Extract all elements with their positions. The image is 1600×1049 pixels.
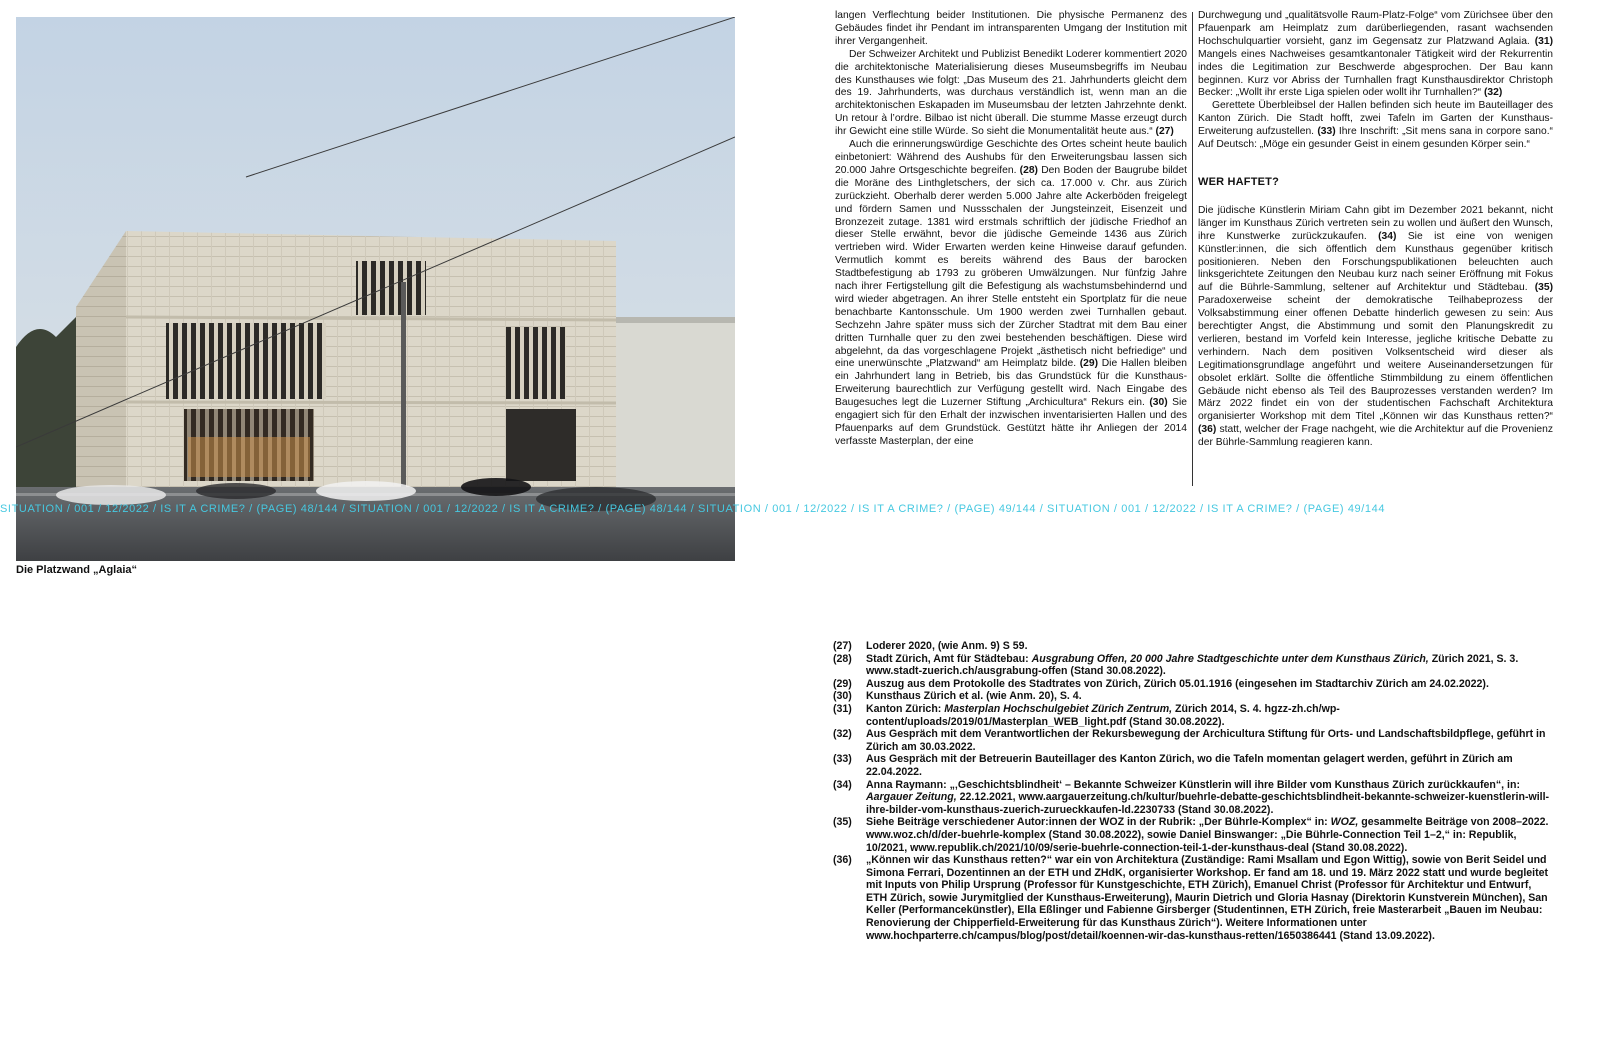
footnote-ref: (31) <box>1534 35 1553 47</box>
footnote <box>833 678 1553 691</box>
footnote-text: Kunsthaus Zürich et al. (wie Anm. 20), S. 4. <box>866 690 1082 703</box>
footnote-ref: (33) <box>1317 126 1336 138</box>
paragraph-text: Die jüdische Künstlerin Miriam Cahn gibt im Dezember 2021 bekannt, nicht länger im Kunsthaus Zürich vertreten sein zu wollen und äußert den Wunsch, ihre Kunstwerke zurückzukaufen. <box>1198 204 1553 242</box>
photo-caption: Die Platzwand „Aglaia“ <box>16 564 138 576</box>
paragraph <box>1198 205 1553 450</box>
paragraph-text: statt, welcher der Frage nachgeht, wie die Architektur auf die Provenienz der Bührle-Sammlung reagieren kann. <box>1198 424 1553 449</box>
footnote <box>833 753 1553 778</box>
footnotes <box>833 640 1553 942</box>
paragraph <box>1198 100 1553 152</box>
column-divider <box>1192 12 1193 486</box>
paragraph-text: Mangels eines Nachweises gesamtkantonaler Tätigkeit wird der Rekurrentin indes die Legitimation zur Beschwerde abgesprochen. Der Bau kann beginnen. Kurz vor Abriss der Turnhallen fragt Kunsthausdirektor Christoph Becker: „Wollt ihr erste Liga spielen oder wollt ihr Turnhallen?“ <box>1198 48 1553 99</box>
text-column-left <box>835 10 1187 449</box>
paragraph <box>835 139 1187 449</box>
footnote-number: (34) <box>833 778 852 791</box>
building-photo <box>16 17 735 561</box>
footnote-number: (30) <box>833 690 852 703</box>
footnote <box>833 816 1553 854</box>
footnote-text: Auszug aus dem Protokolle des Stadtrates von Zürich, Zürich 05.01.1916 (eingesehen im Stadtarchiv Zürich am 24.02.2022). <box>866 677 1489 690</box>
footnote-ref: (27) <box>1155 126 1174 138</box>
footnote-ref: (36) <box>1198 424 1217 436</box>
footnote-text: „Können wir das Kunsthaus retten?“ war ein von Architektura (Zuständige: Rami Msallam und Egon Wittig), sowie von Berit Seidel und Simona Ferrari, Dozentinnen an der ETH und ZHdK, organisierter Workshop. Er fand am 18. und 19. März 2022 statt und wurde begleitet mit Inputs von Philip Ursprung (Professor für Kunstgeschichte, ETH Zürich), Emanuel Christ (Professor für Architektur und Entwurf, ETH Zürich, sowie Jurymitglied der Kunsthaus-Erweiterung), Maurin Dietrich und Gloria Hasnay (Direktorin Kunstverein München), San Keller (Performancekünstler), Ella Eßlinger und Fabienne Girsberger (Studentinnen, ETH Zürich, freie Masterarbeit „Bauen im Neubau: Renovierung der Chipperfield-Erweiterung für das Kunsthaus Zürich“). Weitere Informationen unter www.hochparterre.ch/campus/blog/post/detail/koennen-wir-das-kunsthaus-retten/1650386441 (Stand 13.09.2022). <box>866 854 1549 942</box>
footnote-text: Siehe Beiträge verschiedener Autor:innen der WOZ in der Rubrik: „Der Bührle-Komplex“ in: WOZ, gesammelte Beiträge von 2008–2022. www.woz.ch/d/der-buehrle-komplex (Stand 30.08.2022), sowie Daniel Binswanger: „Die Bührle-Connection Teil 1–2,“ in: Republik, 10/2021, www.republik.ch/2021/10/09/serie-buehrle-connection-teil-1-der-kunsthaus-deal (Stand 30.08.2022). <box>866 816 1549 854</box>
footnote-number: (33) <box>833 753 852 766</box>
paragraph-text: Ihre Inschrift: „Sit mens sana in corpore sano.“ Auf Deutsch: „Möge ein gesunder Geist in einem gesunden Körper sein.“ <box>1198 126 1553 151</box>
paragraph <box>1198 10 1553 100</box>
text-column-right <box>1198 10 1553 450</box>
paragraph-text: Sie ist eine von wenigen Künstler:innen, die sich öffentlich dem Kunsthaus gegenüber kritisch positionieren. Neben den Forschungspublikationen beleuchten auch linksgerichtete Zeitungen den Neubau kurz nach seiner Eröffnung mit Fokus auf die Bührle-Sammlung, seltener auf Architektur und Städtebau. <box>1198 230 1553 294</box>
paragraph-text: Sie engagiert sich für den Erhalt der inzwischen inventarisierten Hallen und des Pfauenparks auf dem Grundstück. Gestützt hätte ihr Anliegen der 2014 verfasste Masterplan, der eine <box>835 397 1187 447</box>
footnote <box>833 728 1553 753</box>
footnote <box>833 640 1553 653</box>
footnote-number: (32) <box>833 728 852 741</box>
footnote-number: (28) <box>833 652 852 665</box>
footnote <box>833 653 1553 678</box>
footnote-number: (35) <box>833 816 852 829</box>
footnote-ref: (29) <box>1079 358 1099 370</box>
footnote <box>833 690 1553 703</box>
footnote-text: Loderer 2020, (wie Anm. 9) S 59. <box>866 640 1028 652</box>
footnote-ref: (32) <box>1483 87 1503 99</box>
paragraph-text: Gerettete Überbleibsel der Hallen befinden sich heute im Bauteillager des Kanton Zürich. Die Stadt hofft, zwei Tafeln im Garten der Kunsthaus-Erweiterung aufzustellen. <box>1198 100 1553 138</box>
footnote <box>833 854 1553 942</box>
footnote <box>833 779 1553 817</box>
paragraph-text: Auch die erinnerungswürdige Geschichte des Ortes scheint heute baulich einbetoniert: Während des Aushubs für den Erweiterungsbau lassen sich 20.000 Jahre Ortsgeschichte begreifen. <box>835 139 1187 176</box>
footnote-ref: (35) <box>1534 282 1553 294</box>
kunsthaus-illustration <box>16 17 735 561</box>
footnote-number: (36) <box>833 854 852 867</box>
paragraph-text: Durchwegung und „qualitätsvolle Raum-Platz-Folge“ vom Zürichsee über den Pfauenpark am Heimplatz zum darüberliegenden, rasant wachsenden Hochschulquartier vorsieht, ganz im Gegensatz zur Platzwand Aglaia. <box>1198 10 1553 47</box>
paragraph-text: Der Schweizer Architekt und Publizist Benedikt Loderer kommentiert 2020 die architektonische Materialisierung dieses Museumsbegriffs im Neubau des Kunsthauses wie folgt: „Das Museum des 21. Jahrhunderts gleicht dem des 19. Jahrhunderts, was durchaus verständlich ist, wenn man an die architektonischen Eskapaden im Museumsbau der letzten Jahrzehnte denkt. Un retour à l’ordre. Bilbao ist nicht überall. Die stumme Masse erzeugt durch ihr Gewicht eine stille Würde. So sieht die Monumentalität heute aus.“ <box>835 48 1187 138</box>
running-header: SITUATION / 001 / 12/2022 / IS IT A CRIME? / (PAGE) 48/144 / SITUATION / 001 / 12/2022 / IS IT A CRIME? / (PAGE) 48/144 / SITUATION / 001 / 12/2022 / IS IT A CRIME? / (PAGE) 49/144 / SITUATION / 001 / 12/2022 / IS IT A CRIME? / (PAGE) 49/144 <box>0 503 1386 515</box>
footnote-number: (27) <box>833 640 852 652</box>
paragraph-text: Die Hallen bleiben ein Jahrhundert lang in Betrieb, bis das Grundstück für die Kunsthaus-Erweiterung baurechtlich zur Verfügung gestellt wird. Nach Eingabe des Baugesuches legt die Luzerner Stiftung „Archicultura“ Rekurs ein. <box>835 358 1187 409</box>
paragraph <box>835 10 1187 49</box>
footnote-number: (31) <box>833 702 852 715</box>
paragraph-text: Den Boden der Baugrube bildet die Moräne des Linthgletschers, der sich ca. 17.000 v. Chr. aus Zürich zurückzieht. Oberhalb derer werden 5.000 Jahre alte Ackerböden freigelegt und fördern Samen und Nussschalen der Jungsteinzeit, Eisenzeit und Bronzezeit zutage. 1381 wird erstmals schriftlich der jüdische Friedhof an dieser Stelle erwähnt, bevor die jüdische Gemeinde 1436 aus Zürich vertrieben wird. Wider Erwarten werden keine Hinweise darauf gefunden. Vermutlich kommt es bereits während des Baus der barocken Stadtbefestigung ab 1793 zu gröberen Umwälzungen. Nur fünfzig Jahre nach ihrer Fertigstellung gilt die Befestigung als wachstumsbehindernd und wird wieder abgetragen. An ihrer Stelle entsteht ein Sportplatz für die neue benachbarte Kantonsschule. Um 1900 werden zwei Turnhallen gebaut. Sechzehn Jahre später muss sich der Zürcher Stadtrat mit dem Bau einer dritten Turnhalle quer zu den zwei bestehenden beschäftigen. Diese wird abgelehnt, da das vorgeschlagene Projekt „ästhetisch nicht befriedige“ und eine unerwünschte „Platzwand“ am Heimplatz bilde. <box>835 164 1187 370</box>
paragraph <box>835 49 1187 139</box>
footnote-text: Kanton Zürich: Masterplan Hochschulgebiet Zürich Zentrum, Zürich 2014, S. 4. hgzz-zh.ch/wp-content/uploads/2019/01/Masterplan_WEB_light.pdf (Stand 30.08.2022). <box>866 702 1340 728</box>
footnote-text: Aus Gespräch mit dem Verantwortlichen der Rekursbewegung der Archicultura Stiftung für Orts- und Landschaftsbildpflege, geführt in Zürich am 30.03.2022. <box>866 728 1546 753</box>
footnote <box>833 703 1553 728</box>
footnote-text: Stadt Zürich, Amt für Städtebau: Ausgrabung Offen, 20 000 Jahre Stadtgeschichte unter dem Kunsthaus Zürich, Zürich 2021, S. 3. www.stadt-zuerich.ch/ausgrabung-offen (Stand 30.08.2022). <box>866 652 1519 678</box>
footnote-text: Anna Raymann: „‚Geschichtsblindheit‘ – Bekannte Schweizer Künstlerin will ihre Bilder vom Kunsthaus Zürich zurückkaufen“, in: Aargauer Zeitung, 22.12.2021, www.aargauerzeitung.ch/kultur/buehrle-debatte-geschichtsblindheit-bekannte-schweizer-kuenstlerin-will-ihre-bilder-vom-kunsthaus-zuerich-zurueckkaufen-ld.2230733 (Stand 30.08.2022). <box>866 778 1550 816</box>
footnote-number: (29) <box>833 677 852 690</box>
paragraph-text: langen Verflechtung beider Institutionen. Die physische Permanenz des Gebäudes findet ihr Pendant im intransparenten Umgang der Institution mit ihrer Vergangenheit. <box>835 10 1187 47</box>
footnote-ref: (34) <box>1378 230 1397 242</box>
footnote-ref: (30) <box>1149 397 1168 409</box>
footnote-text: Aus Gespräch mit der Betreuerin Bauteillager des Kanton Zürich, wo die Tafeln momentan gelagert werden, geführt in Zürich am 22.04.2022. <box>866 753 1513 778</box>
section-heading: WER HAFTET? <box>1198 175 1280 188</box>
paragraph-text: Paradoxerweise scheint der demokratische Teilhabeprozess der Volksabstimmung einer offenen Debatte hinderlich gewesen zu sein: Aus berechtigter Angst, die Abstimmung und somit den Planungskredit zu verlieren, bestand im Vorfeld kein Interesse, jegliche kritische Debatte zu verhindern. Nach dem positiven Volksentscheid wird dieser als Legitimationsgrundlage angeführt und weitere Auseinandersetzungen für obsolet erklärt. Sollte die öffentliche Stimmbildung zu einem öffentlichen Gebäude nicht ebenso als Teil des Bauprozesses verstanden werden? Im März 2022 findet ein von der studentischen Fachschaft Architektura organisierter Workshop mit dem Titel „Können wir das Kunsthaus retten?“ <box>1198 295 1553 423</box>
footnote-ref: (28) <box>1019 164 1038 176</box>
